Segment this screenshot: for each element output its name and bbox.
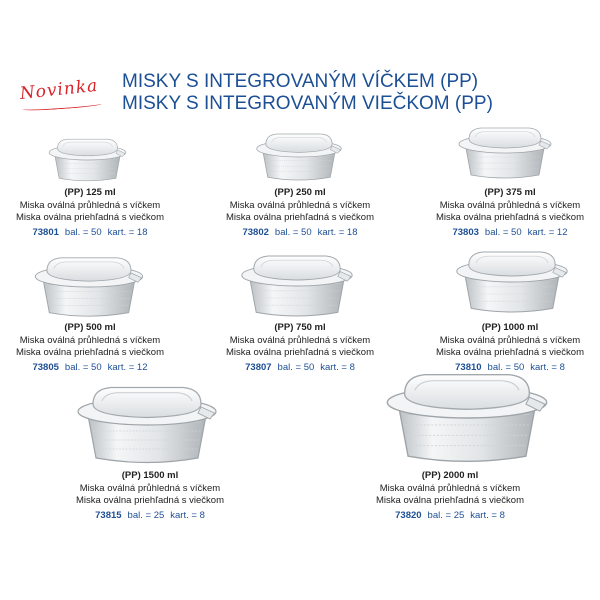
product-desc-sk: Miska oválna priehľadná s viečkom xyxy=(436,212,584,223)
container-1500ml-image xyxy=(62,380,232,470)
pack-qty: bal. = 25 xyxy=(427,509,465,521)
container-1000ml-image xyxy=(452,244,572,320)
carton-qty: kart. = 18 xyxy=(107,226,148,238)
novinka-swash xyxy=(22,101,102,112)
pack-qty: bal. = 50 xyxy=(274,226,312,238)
product-volume: (PP) 125 ml xyxy=(64,187,116,198)
product-volume: (PP) 1500 ml xyxy=(121,470,179,481)
page-title-cz: MISKY S INTEGROVANÝM VÍČKEM (PP) xyxy=(122,71,479,92)
product-volume: (PP) 250 ml xyxy=(274,187,326,198)
product-code: 73815 xyxy=(95,509,122,521)
product-desc-cz: Miska oválná průhledná s víčkem xyxy=(229,199,371,211)
product-desc-sk: Miska oválna priehľadná s viečkom xyxy=(76,495,224,506)
product-desc-sk: Miska oválna priehľadná s viečkom xyxy=(16,212,164,223)
product-code: 73803 xyxy=(452,226,479,238)
carton-qty: kart. = 8 xyxy=(530,361,565,373)
product-desc-sk: Miska oválna priehľadná s viečkom xyxy=(376,495,524,506)
product-caption xyxy=(365,470,535,522)
pack-qty: bal. = 50 xyxy=(277,361,315,373)
container-125ml-image xyxy=(40,135,135,185)
product-code: 73801 xyxy=(32,226,59,238)
product-code: 73810 xyxy=(455,361,482,373)
carton-qty: kart. = 8 xyxy=(170,509,205,521)
product-desc-cz: Miska oválná průhledná s víčkem xyxy=(439,199,581,211)
carton-qty: kart. = 18 xyxy=(317,226,358,238)
pack-qty: bal. = 50 xyxy=(484,226,522,238)
product-code: 73805 xyxy=(32,361,59,373)
container-250ml-image xyxy=(253,128,345,186)
carton-qty: kart. = 8 xyxy=(470,509,505,521)
product-caption xyxy=(65,470,235,522)
pack-qty: bal. = 50 xyxy=(487,361,525,373)
product-code: 73820 xyxy=(395,509,422,521)
product-volume: (PP) 1000 ml xyxy=(481,322,539,333)
product-caption xyxy=(10,322,170,374)
product-code: 73802 xyxy=(242,226,269,238)
product-caption xyxy=(425,187,595,239)
container-750ml-image xyxy=(232,250,362,322)
container-500ml-image xyxy=(30,252,148,322)
carton-qty: kart. = 12 xyxy=(107,361,148,373)
product-caption xyxy=(220,322,380,374)
product-desc-cz: Miska oválná průhledná s víčkem xyxy=(379,482,521,494)
product-desc-sk: Miska oválna priehľadná s viečkom xyxy=(16,347,164,358)
product-volume: (PP) 2000 ml xyxy=(421,470,479,481)
product-desc-sk: Miska oválna priehľadná s viečkom xyxy=(226,212,374,223)
page-title-sk: MISKY S INTEGROVANÝM VIEČKOM (PP) xyxy=(122,93,493,114)
product-volume: (PP) 375 ml xyxy=(484,187,536,198)
product-desc-cz: Miska oválná průhledná s víčkem xyxy=(19,199,161,211)
product-code: 73807 xyxy=(245,361,272,373)
carton-qty: kart. = 12 xyxy=(527,226,568,238)
product-volume: (PP) 500 ml xyxy=(64,322,116,333)
product-caption xyxy=(10,187,170,239)
product-volume: (PP) 750 ml xyxy=(274,322,326,333)
product-caption xyxy=(220,187,380,239)
product-desc-cz: Miska oválná průhledná s víčkem xyxy=(229,334,371,346)
product-desc-cz: Miska oválná průhledná s víčkem xyxy=(19,334,161,346)
pack-qty: bal. = 50 xyxy=(64,226,102,238)
pack-qty: bal. = 50 xyxy=(64,361,102,373)
product-desc-cz: Miska oválná průhledná s víčkem xyxy=(79,482,221,494)
container-2000ml-image xyxy=(372,366,562,470)
container-375ml-image xyxy=(455,120,555,186)
novinka-logo: Novinka xyxy=(18,75,100,104)
carton-qty: kart. = 8 xyxy=(320,361,355,373)
product-desc-sk: Miska oválna priehľadná s viečkom xyxy=(436,347,584,358)
pack-qty: bal. = 25 xyxy=(127,509,165,521)
product-desc-cz: Miska oválná průhledná s víčkem xyxy=(439,334,581,346)
product-desc-sk: Miska oválna priehľadná s viečkom xyxy=(226,347,374,358)
